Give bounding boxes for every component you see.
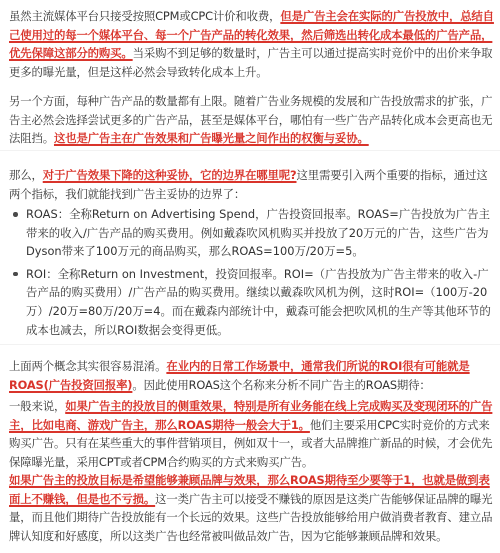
list-item-roas: [0, 205, 495, 261]
p4-text-2: 。因此使用ROAS这个名称来分析不同广告主的ROAS期待：: [132, 377, 431, 392]
paragraph-2: [9, 92, 495, 148]
p4-highlight: 在业内的日常工作场景中，通常我们所说的ROI很有可能就是ROAS(广告投资回报率): [9, 359, 470, 392]
p3-text: 那么，: [9, 168, 43, 182]
p4-text: 上面两个概念其实很容易混淆。: [9, 359, 167, 373]
metric-list: [0, 205, 495, 339]
p3-text-2: 这里需要引入两个重要的指标，通过这两个指标，我们就能找到广告主妥协的边界了：: [9, 168, 488, 201]
list-item-roi: [0, 265, 495, 339]
bullet-icon: [13, 212, 18, 217]
p1-text: 虽然主流媒体平台只接受按照CPM或CPC计价和收费，: [9, 9, 281, 23]
section-divider-2: [0, 344, 500, 345]
paragraph-5: [9, 397, 495, 471]
bullet-icon: [13, 272, 18, 277]
p2-text: 另一个方面，每种广告产品的数量都有上限。随着广告业务规模的发展和广告投放需求的扩张，广告主必然会选择尝试更多的广告产品，甚至是媒体平台，哪怕有一些广告产品转化成本会更高也无法阻挡。: [9, 94, 493, 146]
p3-highlight: 对于广告效果下降的这种妥协，它的边界在哪里呢?: [42, 168, 297, 182]
p5-text: 一般来说，: [9, 399, 66, 413]
p5-text-2: 他们主要采用CPC实时竞价的方式来购买广告。只有在某些重大的事件营销项目，例如双十一，或者大品牌推广新品的时候，才会优先保障曝光量，采用CPT或者CPM合约购买的方式来购买广告。: [9, 417, 493, 469]
paragraph-6: [9, 471, 495, 545]
p5-highlight: 如果广告主的投放目的侧重效果，特别是所有业务能在线上完成购买及变现闭环的广告主，比如电商、游戏广告主，那么ROAS期待一般会大于1。: [9, 399, 493, 432]
p6-text: 这一类广告主可以接受不赚钱的原因是这类广告能够保证品牌的曝光量，而且他们期待广告投放能有一个长远的效果。这些广告投放能够给用户做消费者教育、建立品牌认知度和好感度，所以这类广告也经常被叫做品效广告，因为它能够兼顾品牌和效果。: [9, 491, 493, 543]
section-divider: [0, 150, 500, 151]
paragraph-4: [9, 357, 495, 394]
paragraph-3: [9, 166, 495, 203]
p1-text-2: 当采购不到足够的数量时，广告主可以通过提高实时竞价中的出价来争取更多的曝光量，但是这样必然会导致转化成本上升。: [9, 46, 493, 79]
paragraph-1: [9, 7, 495, 81]
p2-highlight: 这也是广告主在广告效果和广告曝光量之间作出的权衡与妥协。: [53, 131, 369, 146]
roas-text: ROAS：全称Return on Advertising Spend，广告投资回报率。ROAS=广告投放为广告主带来的收入/广告产品的购买费用。例如戴森吹风机购买并投放了20万元的广告，这些广告为Dyson带来了100万元的商品购买，那么ROAS=100万/20万=5。: [26, 207, 490, 259]
p6-highlight: 如果广告主的投放目标是希望能够兼顾品牌与效果，那么ROAS期待至少要等于1，也就是做到表面上不赚钱，但是也不亏损。: [9, 473, 490, 506]
p1-highlight: 但是广告主会在实际的广告投放中，总结自己使用过的每一个媒体平台、每一个广告产品的转化效果，然后筛选出转化成本最低的广告产品，优先保障这部分的购买。: [9, 9, 494, 61]
roi-text: ROI：全称Return on Investment，投资回报率。ROI=（广告投放为广告主带来的收入-广告产品的购买费用）/广告产品的购买费用。继续以戴森吹风机为例，这时ROI=（100万-20万）/20万=80万/20万=4。而在戴森内部统计中，戴森可能会把吹风机的生产等其他环节的成本也减去，所以ROI数据会变得更低。: [26, 266, 491, 337]
